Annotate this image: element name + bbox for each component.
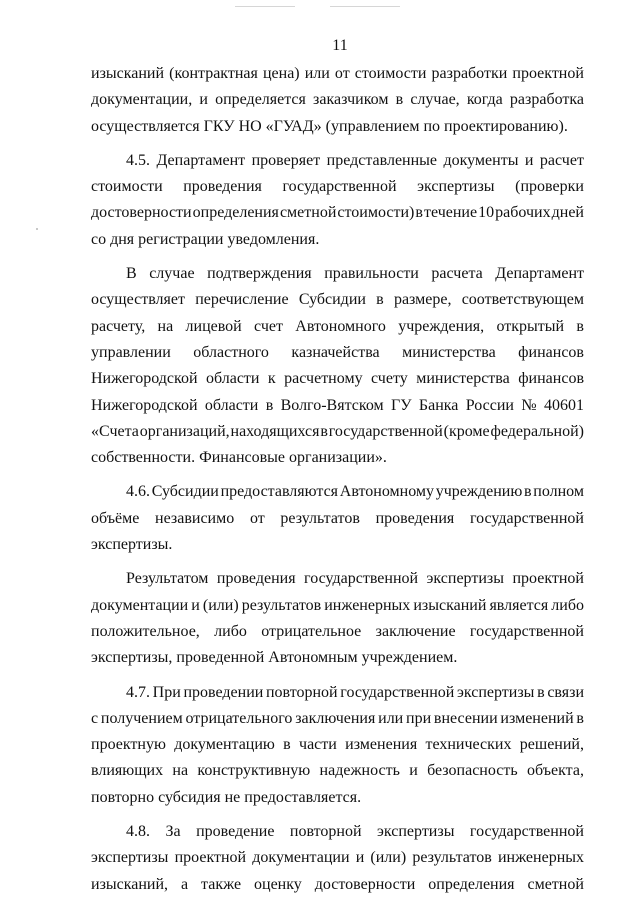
word: расчет bbox=[539, 151, 584, 169]
text-line bbox=[91, 566, 584, 592]
word: Субсидии bbox=[298, 291, 366, 309]
word: определения bbox=[428, 875, 515, 893]
word: Результатом bbox=[126, 570, 209, 588]
word: 10 bbox=[478, 204, 495, 222]
word: осуществляет bbox=[91, 291, 185, 309]
word: экспертизы bbox=[426, 570, 504, 588]
word: при bbox=[406, 709, 432, 727]
word: достоверности bbox=[91, 204, 192, 222]
word: министерства bbox=[416, 370, 510, 388]
text-line: экспертизы, проведенной Автономным учреждением. bbox=[91, 649, 458, 667]
text-line bbox=[91, 148, 584, 174]
word: 4.5. bbox=[126, 151, 150, 169]
word: государственной bbox=[469, 823, 584, 841]
word: государственной bbox=[328, 422, 443, 440]
word: Департамент bbox=[156, 151, 246, 169]
word: в bbox=[376, 291, 384, 309]
word: определения bbox=[192, 204, 279, 222]
word: государственной bbox=[469, 509, 584, 527]
word: разработка bbox=[509, 91, 584, 109]
word: достоверности bbox=[314, 875, 416, 893]
word: 4.6. bbox=[126, 483, 150, 501]
word: стоимости bbox=[91, 178, 163, 196]
word: 40601 bbox=[543, 396, 584, 414]
word: технических bbox=[425, 736, 512, 754]
word: Автономному bbox=[339, 483, 435, 501]
word: течение bbox=[424, 204, 478, 222]
word: инженерных bbox=[497, 849, 584, 867]
word: положительное, bbox=[91, 622, 200, 640]
word: федеральной) bbox=[490, 422, 584, 440]
word: (контрактная bbox=[169, 65, 258, 82]
word: предоставляются bbox=[220, 483, 339, 501]
word: (проверки bbox=[515, 178, 584, 196]
word: является bbox=[489, 596, 549, 614]
paragraph bbox=[91, 261, 584, 471]
word: При bbox=[152, 683, 181, 701]
word: от bbox=[249, 509, 265, 527]
word: и bbox=[409, 762, 418, 780]
word: изысканий, bbox=[91, 875, 169, 893]
word: проектной bbox=[512, 65, 584, 82]
word: подтверждения bbox=[207, 265, 312, 283]
word: экспертизы bbox=[456, 683, 535, 701]
word: стоимости) bbox=[337, 204, 415, 222]
word: в bbox=[415, 204, 423, 222]
word: дней bbox=[551, 204, 584, 222]
word: стоимости bbox=[354, 65, 427, 82]
word: и bbox=[355, 849, 365, 867]
text-line bbox=[91, 287, 584, 313]
word: результатов bbox=[280, 509, 360, 527]
text-line bbox=[91, 479, 584, 505]
text-line bbox=[91, 261, 584, 287]
paragraph-gap bbox=[91, 672, 584, 680]
word: связи bbox=[547, 683, 584, 701]
word: или bbox=[304, 65, 330, 82]
word: учреждению bbox=[435, 483, 523, 501]
word: финансов bbox=[518, 343, 584, 361]
text-line bbox=[91, 593, 584, 619]
text-line bbox=[91, 174, 584, 200]
word: рабочих bbox=[495, 204, 551, 222]
word: инженерных bbox=[324, 596, 411, 614]
word: сметной bbox=[279, 204, 337, 222]
word: также bbox=[201, 875, 242, 893]
word: части bbox=[299, 736, 337, 754]
paragraph bbox=[91, 819, 584, 898]
text-line: повторно субсидия не предоставляется. bbox=[91, 788, 362, 806]
word: Волго-Вятском bbox=[280, 396, 384, 414]
text-line bbox=[91, 419, 584, 445]
word: случае, bbox=[410, 91, 460, 109]
word: счету bbox=[371, 370, 408, 388]
word: надежность bbox=[319, 762, 400, 780]
word: финансов bbox=[518, 370, 584, 388]
word: государственной bbox=[304, 570, 419, 588]
word: проведения bbox=[183, 178, 262, 196]
paragraph bbox=[91, 680, 584, 811]
text-line bbox=[91, 314, 584, 340]
word: № bbox=[521, 396, 537, 414]
word: заключения bbox=[295, 709, 376, 727]
word: счет bbox=[254, 317, 283, 335]
word: изысканий bbox=[91, 65, 165, 82]
text-line bbox=[91, 758, 584, 784]
word: безопасность bbox=[427, 762, 518, 780]
word: когда bbox=[466, 91, 503, 109]
word: либо bbox=[551, 596, 584, 614]
word: документации, bbox=[91, 91, 193, 109]
word: документацию bbox=[174, 736, 275, 754]
text-line: собственности. Финансовые организации». bbox=[91, 449, 387, 467]
scan-artifact bbox=[36, 228, 38, 230]
text-line bbox=[91, 680, 584, 706]
paragraph bbox=[91, 566, 584, 671]
text-line bbox=[91, 845, 584, 871]
text-line bbox=[91, 506, 584, 532]
word: казначейства bbox=[291, 343, 380, 361]
word: отрицательного bbox=[185, 709, 293, 727]
word: или bbox=[378, 709, 404, 727]
word: разработки bbox=[431, 65, 508, 82]
text-line: экспертизы. bbox=[91, 536, 173, 554]
paragraph-gap bbox=[91, 140, 584, 148]
word: области bbox=[204, 396, 259, 414]
word: расчетному bbox=[284, 370, 363, 388]
word: оценку bbox=[254, 875, 302, 893]
scan-artifact bbox=[235, 6, 295, 7]
word: лицевой bbox=[185, 317, 242, 335]
word: проведения bbox=[375, 509, 455, 527]
word: соответствующем bbox=[461, 291, 584, 309]
word: Департамент bbox=[495, 265, 584, 283]
word: ГУ bbox=[391, 396, 412, 414]
word: к bbox=[267, 370, 276, 388]
word: расчету, bbox=[91, 317, 146, 335]
page-number: 11 bbox=[332, 37, 348, 54]
word: в bbox=[265, 396, 274, 414]
word: сметной bbox=[527, 875, 584, 893]
text-line bbox=[91, 393, 584, 419]
paragraph-gap bbox=[91, 811, 584, 819]
word: с bbox=[91, 709, 99, 727]
word: проведение bbox=[196, 823, 275, 841]
text-line bbox=[91, 340, 584, 366]
word: получением bbox=[100, 709, 183, 727]
word: (кроме bbox=[443, 422, 490, 440]
text-line bbox=[91, 872, 584, 898]
word: повторной bbox=[289, 823, 362, 841]
word: 4.8. bbox=[126, 823, 150, 841]
word: либо bbox=[214, 622, 247, 640]
word: «Счета bbox=[91, 422, 139, 440]
word: России bbox=[465, 396, 514, 414]
word: области bbox=[205, 370, 260, 388]
word: определяется bbox=[215, 91, 306, 109]
word: внесении bbox=[433, 709, 498, 727]
word: в bbox=[524, 483, 532, 501]
word: областного bbox=[193, 343, 269, 361]
word: и bbox=[524, 151, 534, 169]
word: Автономного bbox=[295, 317, 386, 335]
word: объёме bbox=[91, 509, 140, 527]
text-line bbox=[91, 61, 584, 87]
paragraph bbox=[91, 61, 584, 140]
word: Банка bbox=[418, 396, 459, 414]
word: Нижегородской bbox=[91, 396, 198, 414]
word: государственной bbox=[282, 178, 397, 196]
text-line: со дня регистрации уведомления. bbox=[91, 230, 320, 248]
word: министерства bbox=[402, 343, 496, 361]
word: в bbox=[395, 91, 404, 109]
word: Нижегородской bbox=[91, 370, 198, 388]
word: конструктивную bbox=[197, 762, 311, 780]
word: управлении bbox=[91, 343, 171, 361]
word: повторной bbox=[265, 683, 338, 701]
paragraph-gap bbox=[91, 558, 584, 566]
word: в bbox=[537, 683, 545, 701]
word: документации bbox=[91, 596, 189, 614]
word: от bbox=[334, 65, 350, 82]
word: результатов bbox=[241, 596, 322, 614]
word: и bbox=[191, 596, 200, 614]
word: цена) bbox=[262, 65, 300, 82]
word: документации bbox=[252, 849, 350, 867]
word: экспертизы bbox=[417, 178, 495, 196]
word: решений, bbox=[519, 736, 584, 754]
word: представленные bbox=[326, 151, 438, 169]
word: и bbox=[199, 91, 208, 109]
word: влияющих bbox=[91, 762, 164, 780]
word: За bbox=[165, 823, 181, 841]
text-line bbox=[91, 732, 584, 758]
word: правильности bbox=[324, 265, 419, 283]
word: заключение bbox=[375, 622, 456, 640]
word: проектную bbox=[91, 736, 166, 754]
word: отрицательное bbox=[261, 622, 362, 640]
word: учреждения, bbox=[398, 317, 485, 335]
word: результатов bbox=[412, 849, 492, 867]
word: заказчиком bbox=[313, 91, 389, 109]
word: случае bbox=[149, 265, 195, 283]
word: изменений bbox=[500, 709, 574, 727]
text-line bbox=[91, 706, 584, 732]
word: находящихся bbox=[230, 422, 320, 440]
word: документы bbox=[443, 151, 519, 169]
word: на bbox=[172, 762, 189, 780]
word: размере, bbox=[393, 291, 452, 309]
word: (или) bbox=[202, 596, 239, 614]
text-line bbox=[91, 87, 584, 113]
word: объекта, bbox=[526, 762, 584, 780]
paragraph bbox=[91, 479, 584, 558]
word: а bbox=[181, 875, 189, 893]
text-line bbox=[91, 619, 584, 645]
word: перечисление bbox=[195, 291, 289, 309]
scan-artifact bbox=[330, 6, 400, 7]
word: государственной bbox=[340, 683, 455, 701]
word: В bbox=[126, 265, 137, 283]
word: проектной bbox=[174, 849, 247, 867]
word: независимо bbox=[155, 509, 235, 527]
word: проведения bbox=[216, 570, 296, 588]
word: организаций, bbox=[139, 422, 230, 440]
document-body bbox=[91, 61, 584, 898]
word: в bbox=[576, 709, 584, 727]
word: открытый bbox=[496, 317, 565, 335]
word: в bbox=[283, 736, 291, 754]
word: в bbox=[576, 317, 584, 335]
word: государственной bbox=[469, 622, 584, 640]
word: проверяет bbox=[251, 151, 321, 169]
text-line: осуществляется ГКУ НО «ГУАД» (управлением по проектированию). bbox=[91, 117, 568, 135]
word: на bbox=[157, 317, 174, 335]
paragraph-gap bbox=[91, 253, 584, 261]
text-line bbox=[91, 200, 584, 226]
word: изысканий bbox=[413, 596, 487, 614]
word: проектной bbox=[512, 570, 584, 588]
word: проведении bbox=[183, 683, 264, 701]
word: изменения bbox=[345, 736, 418, 754]
paragraph bbox=[91, 148, 584, 253]
word: в bbox=[320, 422, 328, 440]
word: 4.7. bbox=[126, 683, 150, 701]
paragraph-gap bbox=[91, 471, 584, 479]
word: (или) bbox=[370, 849, 407, 867]
text-line bbox=[91, 819, 584, 845]
word: Субсидии bbox=[151, 483, 219, 501]
word: экспертизы bbox=[91, 849, 169, 867]
word: расчета bbox=[431, 265, 483, 283]
word: полном bbox=[533, 483, 584, 501]
word: экспертизы bbox=[377, 823, 455, 841]
text-line bbox=[91, 366, 584, 392]
